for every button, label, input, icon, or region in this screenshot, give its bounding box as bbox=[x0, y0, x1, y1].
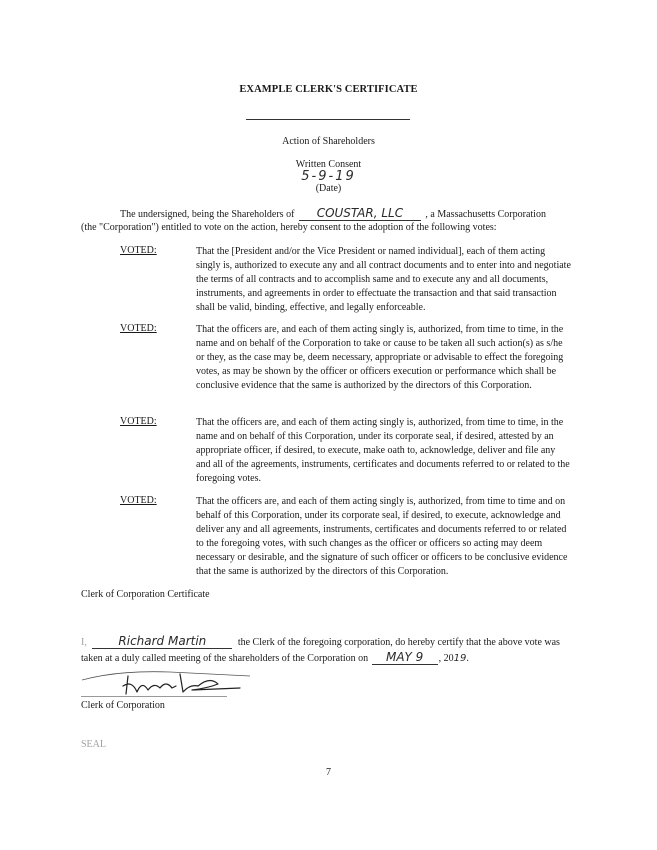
certificate-line-1-rest: the Clerk of the foregoing corporation, do hereby certify that the above vote was bbox=[237, 637, 560, 648]
company-name-field: COUSTAR, LLC bbox=[299, 207, 421, 221]
certificate-line-1 bbox=[81, 635, 581, 649]
meeting-date-field: MAY 9 bbox=[372, 651, 438, 665]
page-number: 7 bbox=[326, 767, 331, 778]
vote-2-label: VOTED: bbox=[120, 323, 157, 334]
intro-line-1-start: The undersigned, being the Shareholders of bbox=[120, 209, 295, 220]
year-field: 19 bbox=[453, 653, 467, 664]
certificate-line-2 bbox=[81, 651, 581, 665]
vote-4-label: VOTED: bbox=[120, 495, 157, 506]
year-end: . bbox=[466, 653, 469, 664]
certificate-line-2-start: taken at a duly called meeting of the shareholders of the Corporation on bbox=[81, 653, 369, 664]
vote-1-label: VOTED: bbox=[120, 245, 157, 256]
year-prefix: , 20 bbox=[438, 653, 454, 664]
certificate-heading: Clerk of Corporation Certificate bbox=[81, 589, 210, 600]
vote-4-text: That the officers are, and each of them acting singly is, authorized, from time to time and on behalf of this Corporation, under its corporate seal, if desired, to execute, acknowledge and deliver any and all agreements, instruments, certificates and documents referred to or related to the foregoing votes, with such changes as the officer or officers so acting may deem necessary or desirable, and the signature of such officer or officers to be conclusive evidence that the same is authorized by the directors of this Corporation. bbox=[196, 496, 568, 577]
action-heading: Action of Shareholders bbox=[282, 136, 375, 147]
date-caption: (Date) bbox=[315, 183, 342, 194]
intro-line-1 bbox=[120, 207, 580, 222]
clerk-name-field: Richard Martin bbox=[92, 635, 232, 649]
document-title: EXAMPLE CLERK'S CERTIFICATE bbox=[239, 84, 418, 95]
vote-3-label: VOTED: bbox=[120, 416, 157, 427]
signature-caption: Clerk of Corporation bbox=[81, 700, 165, 711]
vote-1-text: That the [President and/or the Vice President or named individual], each of them acting singly is, authorized to execute any and all contract documents and to enter into and negotiate the terms of all contracts and to accomplish same and to execute any and all documents, instruments, and agreements in order to effectuate the transaction and that said transaction shall be valid, binding, effective, and legally enforceable. bbox=[196, 246, 571, 313]
signature-line bbox=[81, 696, 227, 697]
seal-label: SEAL bbox=[81, 739, 106, 750]
intro-line-1-end: , a Massachusetts Corporation bbox=[425, 209, 546, 220]
clerk-signature bbox=[80, 666, 255, 700]
intro-line-2: (the "Corporation") entitled to vote on the action, hereby consent to the adoption of the following votes: bbox=[81, 222, 497, 233]
certificate-prefix: I, bbox=[81, 637, 87, 648]
handwritten-date: 5-9-19 bbox=[301, 169, 356, 184]
vote-2-text: That the officers are, and each of them acting singly is, authorized, from time to time, in the name and on behalf of the Corporation to take or cause to be taken all such action(s) as s/he or they, as the case may be, deem necessary, appropriate or advisable to effect the foregoing votes, as may be shown by the officer or officers execution or performance which shall be conclusive evidence that the same is authorized by the directors of this Corporation. bbox=[196, 324, 564, 391]
title-divider bbox=[246, 119, 410, 120]
consent-type: Written Consent bbox=[295, 159, 362, 170]
vote-3-text: That the officers are, and each of them acting singly is, authorized, from time to time, in the name and on behalf of this Corporation, under its corporate seal, if desired, attested by an appropriate officer, if desired, to execute, make oath to, acknowledge, deliver and file any and all of the agreements, instruments, certificates and documents referred to or related to the foregoing votes. bbox=[196, 417, 570, 484]
